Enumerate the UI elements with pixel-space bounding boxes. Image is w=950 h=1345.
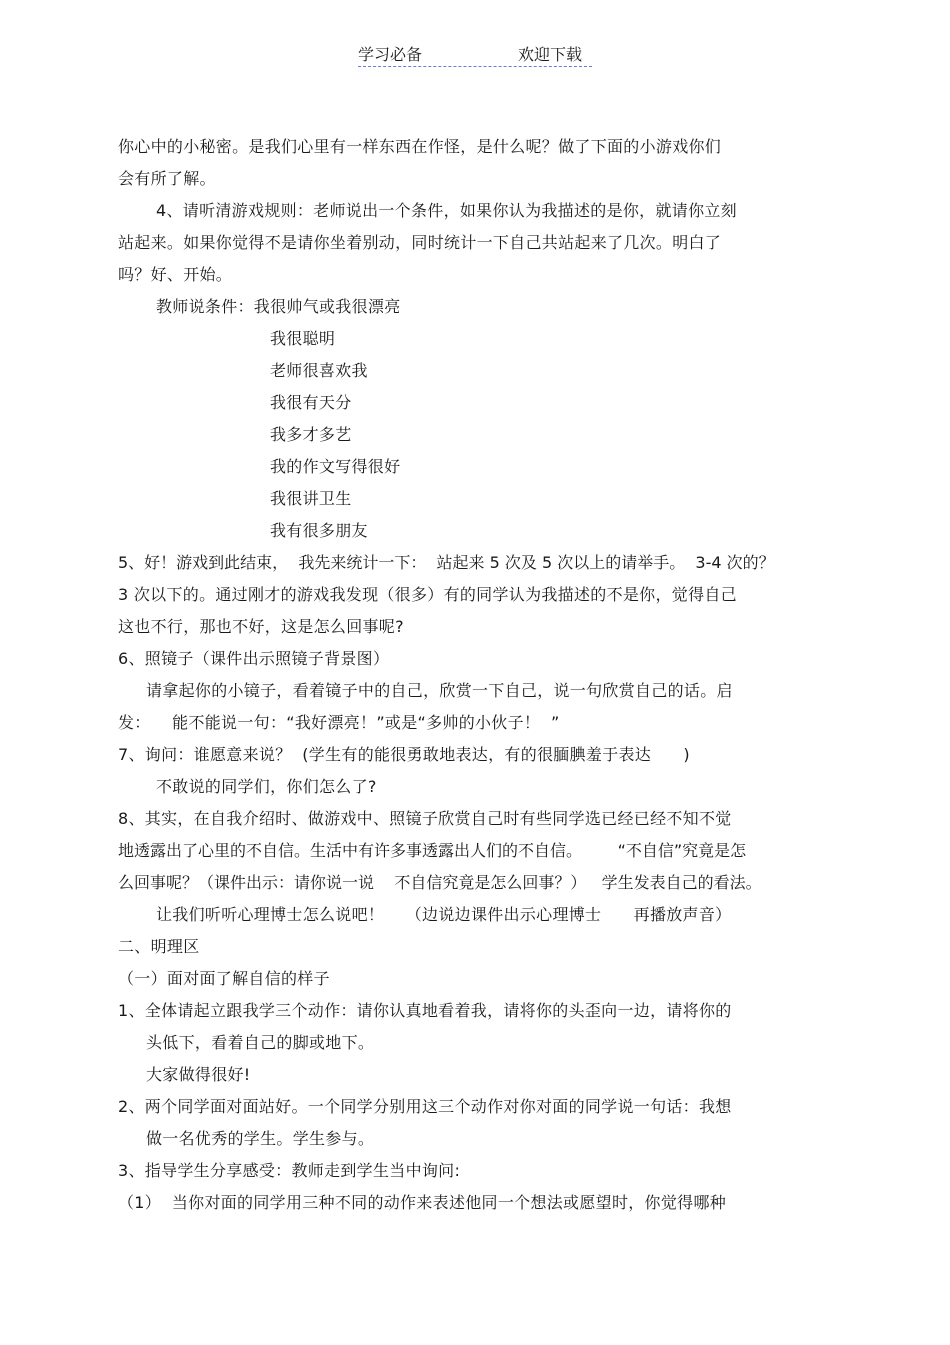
text-line: 8、其实，在自我介绍时、做游戏中、照镜子欣赏自己时有些同学选已经已经不知不觉 [118,809,732,828]
text-line: 老师很喜欢我 [270,361,368,380]
text-line: 吗？好、开始。 [118,265,233,284]
text-line: 3、指导学生分享感受：教师走到学生当中询问: [118,1161,461,1180]
text-line: 我很讲卫生 [270,489,352,508]
text-line: 地透露出了心里的不自信。生活中有许多事透露出人们的不自信。 “不自信”究竟是怎 [118,841,747,860]
text-line: 6、照镜子（课件出示照镜子背景图） [118,649,390,668]
text-line: 1、全体请起立跟我学三个动作：请你认真地看着我，请将你的头歪向一边，请将你的 [118,1001,732,1020]
text-line: 5、好！游戏到此结束， 我先来统计一下： 站起来 5 次及 5 次以上的请举手。 3-4 次的？ [118,553,775,572]
text-line: 大家做得很好! [146,1065,251,1084]
text-line: 你心中的小秘密。是我们心里有一样东西在作怪，是什么呢？做了下面的小游戏你们 [118,137,722,156]
text-line: 头低下，看着自己的脚或地下。 [146,1033,375,1052]
text-line: 3 次以下的。通过刚才的游戏我发现（很多）有的同学认为我描述的不是你，觉得自己 [118,585,737,604]
text-line: 我很有天分 [270,393,352,412]
text-line: 发： 能不能说一句：“我好漂亮！”或是“多帅的小伙子！ ” [118,713,560,732]
text-line: 我多才多艺 [270,425,352,444]
subsection-heading: （一）面对面了解自信的样子 [118,969,330,988]
header-right-text: 欢迎下载 [518,45,583,64]
text-line: 这也不行，那也不好，这是怎么回事呢? [118,617,404,636]
text-line: 我的作文写得很好 [270,457,401,476]
text-line: 让我们听听心理博士怎么说吧！ （边说边课件出示心理博士 再播放声音） [156,905,732,924]
text-line: 我有很多朋友 [270,521,368,540]
text-line: 请拿起你的小镜子，看着镜子中的自己，欣赏一下自己，说一句欣赏自己的话。启 [146,681,733,700]
header-left-text: 学习必备 [358,45,423,64]
text-line: 不敢说的同学们，你们怎么了? [156,777,377,796]
text-line: 4、请听清游戏规则：老师说出一个条件，如果你认为我描述的是你，就请你立刻 [156,201,737,220]
text-line: 么回事呢？（课件出示：请你说一说 不自信究竟是怎么回事？） 学生发表自己的看法。 [118,873,762,892]
text-line: （1） 当你对面的同学用三种不同的动作来表述他同一个想法或愿望时，你觉得哪种 [118,1193,727,1212]
text-line: 2、两个同学面对面站好。一个同学分别用这三个动作对你对面的同学说一句话：我想 [118,1097,732,1116]
text-line: 我很聪明 [270,329,336,348]
text-line: 教师说条件：我很帅气或我很漂亮 [156,297,401,316]
section-heading: 二、明理区 [118,937,200,956]
text-line: 站起来。如果你觉得不是请你坐着别动，同时统计一下自己共站起来了几次。明白了 [118,233,722,252]
page-header [358,42,592,67]
text-line: 7、询问：谁愿意来说？ (学生有的能很勇敢地表达，有的很腼腆羞于表达 ) [118,745,690,764]
text-line: 会有所了解。 [118,169,216,188]
text-line: 做一名优秀的学生。学生参与。 [146,1129,375,1148]
